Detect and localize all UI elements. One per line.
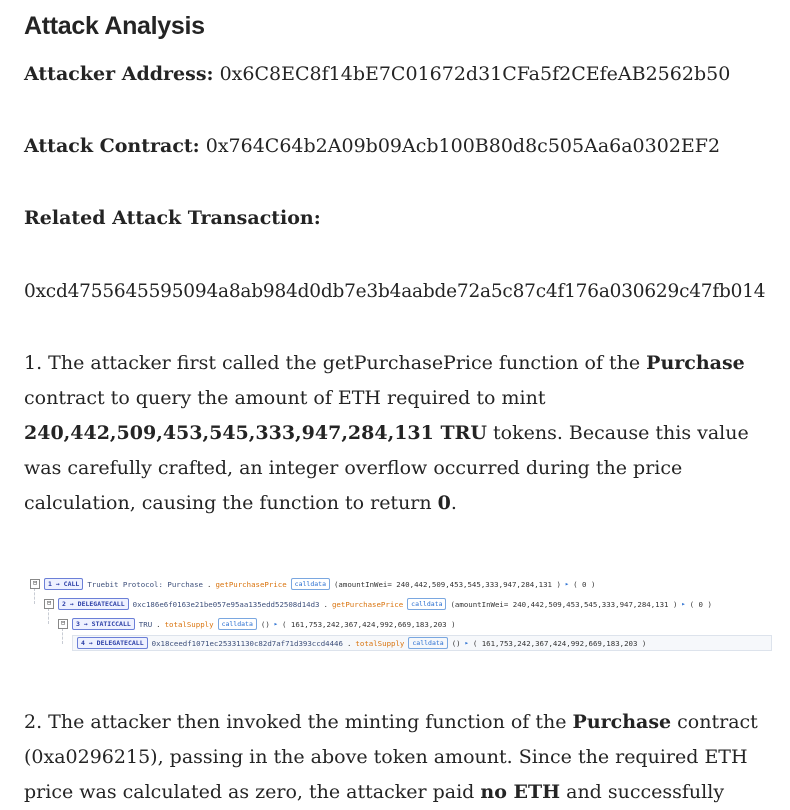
step-1-paragraph xyxy=(24,346,774,521)
call-function: totalSupply xyxy=(164,619,214,629)
call-type-tag: 1 → CALL xyxy=(44,578,83,590)
related-tx-hash: 0xcd4755645595094a8ab984d0db7e3b4aabde72a5c87c4f176a030629c47fb014 xyxy=(24,281,766,302)
step-1-bold-zero: 0 xyxy=(437,492,451,514)
collapse-icon[interactable]: ⊟ xyxy=(58,619,68,629)
attack-contract-label: Attack Contract: xyxy=(24,135,200,157)
expand-return-icon[interactable]: ▸ xyxy=(564,580,570,588)
step-1-bold-amount: 240,442,509,453,545,333,947,284,131 TRU xyxy=(24,422,487,444)
call-return: ( 161,753,242,367,424,992,669,183,203 ) xyxy=(282,619,456,629)
call-trace-image xyxy=(24,572,772,654)
trace-row-1 xyxy=(30,576,595,592)
calldata-button[interactable]: calldata xyxy=(291,578,330,590)
calldata-button[interactable]: calldata xyxy=(407,598,446,610)
collapse-icon[interactable]: ⊟ xyxy=(30,579,40,589)
call-return: ( 161,753,242,367,424,992,669,183,203 ) xyxy=(472,638,647,648)
step-1-text-c: tokens. Because this value was carefully crafted, an integer overflow occurred during the price calculation, causing the function to return xyxy=(24,422,749,514)
expand-return-icon[interactable]: ▸ xyxy=(464,639,469,647)
call-function: getPurchasePrice xyxy=(215,579,287,589)
related-tx-label-line xyxy=(24,201,321,236)
attacker-address-label: Attacker Address: xyxy=(24,63,214,85)
call-separator: . xyxy=(346,638,352,648)
attacker-address-line xyxy=(24,57,730,92)
call-function: getPurchasePrice xyxy=(331,599,404,609)
step-1-text-a: 1. The attacker first called the getPurchasePrice function of the xyxy=(24,352,647,374)
calldata-button[interactable]: calldata xyxy=(408,637,447,649)
step-1-text-b: contract to query the amount of ETH required to mint xyxy=(24,387,546,409)
call-target: 0x18ceedf1071ec25331130c82d7af71d393ccd4446 xyxy=(151,638,343,648)
trace-row-2 xyxy=(44,596,712,612)
call-target: Truebit Protocol: Purchase xyxy=(87,579,204,589)
step-1-text-d: . xyxy=(450,492,457,514)
call-separator: . xyxy=(207,579,212,589)
expand-return-icon[interactable]: ▸ xyxy=(681,600,686,608)
step-2-bold-no-eth: no ETH xyxy=(480,781,561,803)
trace-row-3 xyxy=(58,616,456,632)
collapse-icon[interactable]: ⊟ xyxy=(44,599,54,609)
step-2-bold-purchase: Purchase xyxy=(572,711,672,733)
call-args: (amountInWei= 240,442,509,453,545,333,947,284,131 ) xyxy=(333,579,561,589)
call-args: () xyxy=(451,638,461,648)
call-type-tag: 4 → DELEGATECALL xyxy=(77,637,148,649)
call-return: ( 0 ) xyxy=(573,579,596,589)
attack-contract-line xyxy=(24,129,720,164)
call-args: () xyxy=(260,619,270,629)
call-separator: . xyxy=(323,599,328,609)
call-function: totalSupply xyxy=(355,638,405,648)
section-heading: Attack Analysis xyxy=(24,12,205,40)
call-return: ( 0 ) xyxy=(689,599,712,609)
calldata-button[interactable]: calldata xyxy=(218,618,257,630)
step-2-text-c: and successfully xyxy=(560,781,725,803)
attacker-address-value: 0x6C8EC8f14bE7C01672d31CFa5f2CEfeAB2562b50 xyxy=(219,63,731,85)
attack-contract-value: 0x764C64b2A09b09Acb100B80d8c505Aa6a0302EF2 xyxy=(205,135,721,157)
step-1-bold-purchase: Purchase xyxy=(646,352,745,374)
call-target: 0xc186e6f0163e21be057e95aa135edd52508d14d3 xyxy=(132,599,320,609)
step-2-paragraph xyxy=(24,705,774,810)
expand-return-icon[interactable]: ▸ xyxy=(273,620,278,628)
call-target: TRU xyxy=(138,619,153,629)
related-tx-label: Related Attack Transaction: xyxy=(24,207,321,229)
call-separator: . xyxy=(156,619,161,629)
call-args: (amountInWei= 240,442,509,453,545,333,947,284,131 ) xyxy=(450,599,678,609)
call-type-tag: 3 → STATICCALL xyxy=(72,618,135,630)
step-2-text-b: contract (0xa0296215), passing in the above token amount. Since the required ETH price was calculated as zero, the attacker paid xyxy=(24,711,758,803)
call-type-tag: 2 → DELEGATECALL xyxy=(58,598,129,610)
step-2-text-a: 2. The attacker then invoked the minting function of the xyxy=(24,711,573,733)
trace-row-4 xyxy=(72,635,772,651)
